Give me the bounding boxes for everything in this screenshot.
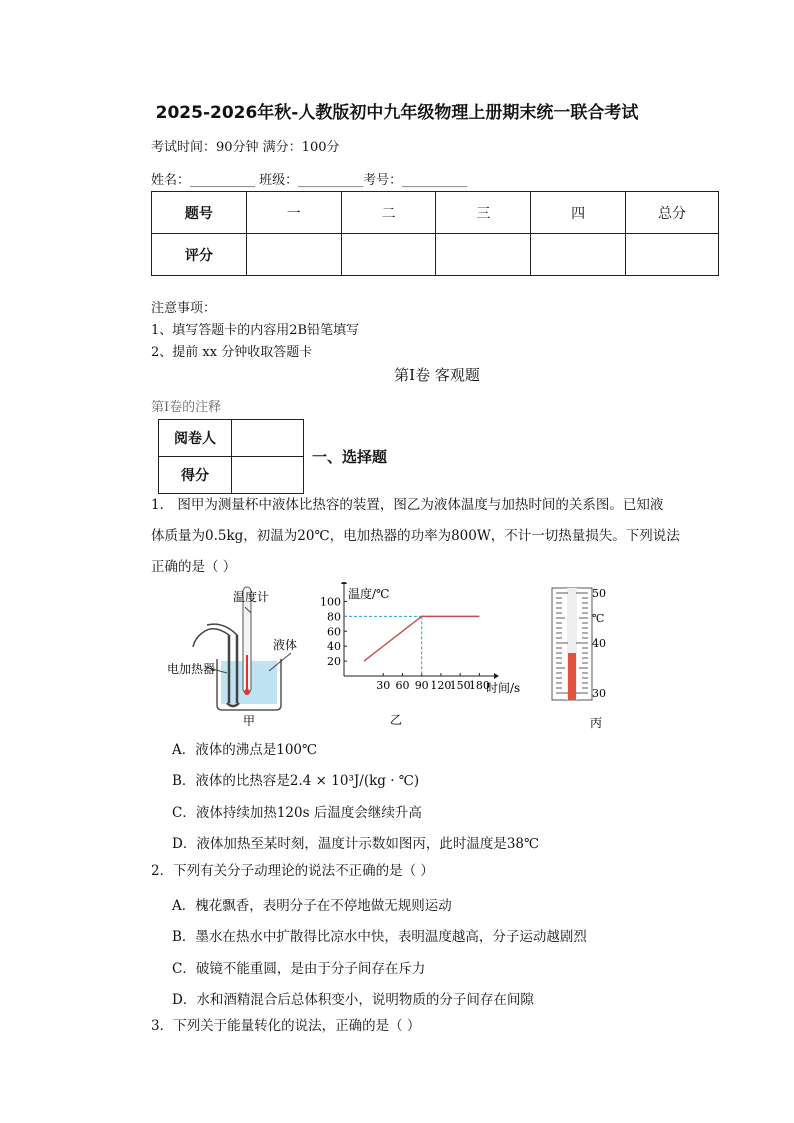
- y-tick-label: 60: [327, 625, 341, 639]
- q2-option-d[interactable]: D．水和酒精混合后总体积变小，说明物质的分子间存在间隙: [172, 992, 534, 1008]
- score-table: [151, 191, 719, 276]
- score-cell[interactable]: [531, 234, 626, 276]
- question-line: 体质量为0.5kg，初温为20℃，电加热器的功率为800W，不计一切热量损失。下列说法: [151, 528, 680, 544]
- section-heading: 一、选择题: [312, 448, 388, 466]
- apparatus-figure: [165, 585, 310, 730]
- grader-box: [158, 419, 304, 494]
- note-item: 2、提前 xx 分钟收取答题卡: [151, 345, 313, 360]
- liquid-label: 液体: [273, 638, 298, 652]
- q2-option-a[interactable]: A．槐花飘香，表明分子在不停地做无规则运动: [172, 898, 452, 914]
- y-tick-label: 80: [327, 610, 341, 624]
- thermometer-red-column: [568, 653, 576, 700]
- exam-info: 考试时间：90分钟 满分：100分: [151, 140, 340, 155]
- score-header: 二: [341, 192, 436, 234]
- x-tick-label: 180: [468, 679, 490, 692]
- figure-label-bing: 丙: [590, 716, 603, 730]
- question-3-stem: 3．下列关于能量转化的说法，正确的是（ ）: [151, 1018, 421, 1034]
- scale-unit: ℃: [592, 612, 605, 625]
- id-field[interactable]: 考号：__________: [363, 173, 468, 188]
- y-tick-label: 20: [327, 655, 341, 669]
- x-tick-label: 120: [430, 679, 452, 692]
- reader-cell[interactable]: [232, 420, 304, 457]
- part-title: 第Ⅰ卷 客观题: [394, 366, 480, 384]
- class-field[interactable]: 班级：__________: [259, 173, 364, 188]
- y-axis-arrow: [341, 582, 347, 584]
- heater-label: 电加热器: [167, 662, 216, 676]
- q2-option-b[interactable]: B．墨水在热水中扩散得比凉水中快，表明温度越高，分子运动越剧烈: [172, 929, 587, 945]
- score-table-score-row: [152, 234, 719, 276]
- notes-heading: 注意事项：: [151, 301, 217, 316]
- thermometer-label: 温度计: [233, 590, 270, 604]
- scale-label: 50: [592, 587, 606, 600]
- scale-label: 30: [592, 687, 606, 700]
- score-cell[interactable]: [246, 234, 341, 276]
- name-field[interactable]: 姓名：__________: [151, 173, 256, 188]
- score-header: 四: [531, 192, 626, 234]
- q1-option-c[interactable]: C．液体持续加热120s 后温度会继续升高: [172, 805, 422, 821]
- question-2-stem: 2．下列有关分子动理论的说法不正确的是（ ）: [151, 863, 434, 879]
- x-tick-label: 30: [376, 679, 391, 692]
- chart-ylabel: 温度/℃: [348, 587, 390, 601]
- note-item: 1、填写答题卡的内容用2B铅笔填写: [151, 323, 360, 338]
- question-line: 正确的是（ ）: [151, 559, 237, 575]
- q2-option-c[interactable]: C．破镜不能重圆，是由于分子间存在斥力: [172, 961, 426, 977]
- reader-label: 阅卷人: [159, 420, 232, 457]
- score-cell[interactable]: [626, 234, 719, 276]
- q1-option-a[interactable]: A．液体的沸点是100℃: [172, 742, 318, 758]
- x-tick-label: 60: [395, 679, 410, 692]
- y-tick-label: 40: [327, 640, 341, 654]
- heater-wire: [193, 624, 237, 647]
- x-axis-arrow: [494, 673, 499, 679]
- x-tick-label: 90: [414, 679, 429, 692]
- score-table-header-row: [152, 192, 719, 234]
- temperature-chart: [320, 582, 530, 730]
- score-cell[interactable]: [341, 234, 436, 276]
- q1-option-b[interactable]: B．液体的比热容是2.4 × 10³J/(kg · ℃): [172, 773, 420, 789]
- scale-label: 40: [592, 637, 606, 650]
- score-header: 题号: [152, 192, 247, 234]
- thermometer-scale-figure: [540, 585, 630, 730]
- thermometer-bulb: [244, 689, 250, 695]
- score-row-label: 评分: [152, 234, 247, 276]
- x-tick-label: 150: [449, 679, 471, 692]
- score-cell[interactable]: [436, 234, 531, 276]
- q1-option-d[interactable]: D．液体加热至某时刻，温度计示数如图丙，此时温度是38℃: [172, 836, 540, 852]
- score-cell-grader[interactable]: [232, 457, 304, 494]
- question-line: 1． 图甲为测量杯中液体比热容的装置，图乙为液体温度与加热时间的关系图。已知液: [151, 497, 664, 513]
- question-1-stem: [151, 490, 721, 583]
- exam-title: 2025-2026年秋-人教版初中九年级物理上册期末统一联合考试: [155, 103, 639, 123]
- score-header: 三: [436, 192, 531, 234]
- chart-xlabel: 时间/s: [486, 681, 521, 695]
- score-header: 总分: [626, 192, 719, 234]
- figure-label-jia: 甲: [243, 714, 256, 728]
- score-label: 得分: [159, 457, 232, 494]
- y-tick-label: 100: [320, 595, 341, 609]
- student-info-line: [151, 169, 467, 188]
- score-header: 一: [246, 192, 341, 234]
- figure-label-yi: 乙: [390, 713, 403, 727]
- part-note: 第Ⅰ卷的注释: [151, 400, 222, 415]
